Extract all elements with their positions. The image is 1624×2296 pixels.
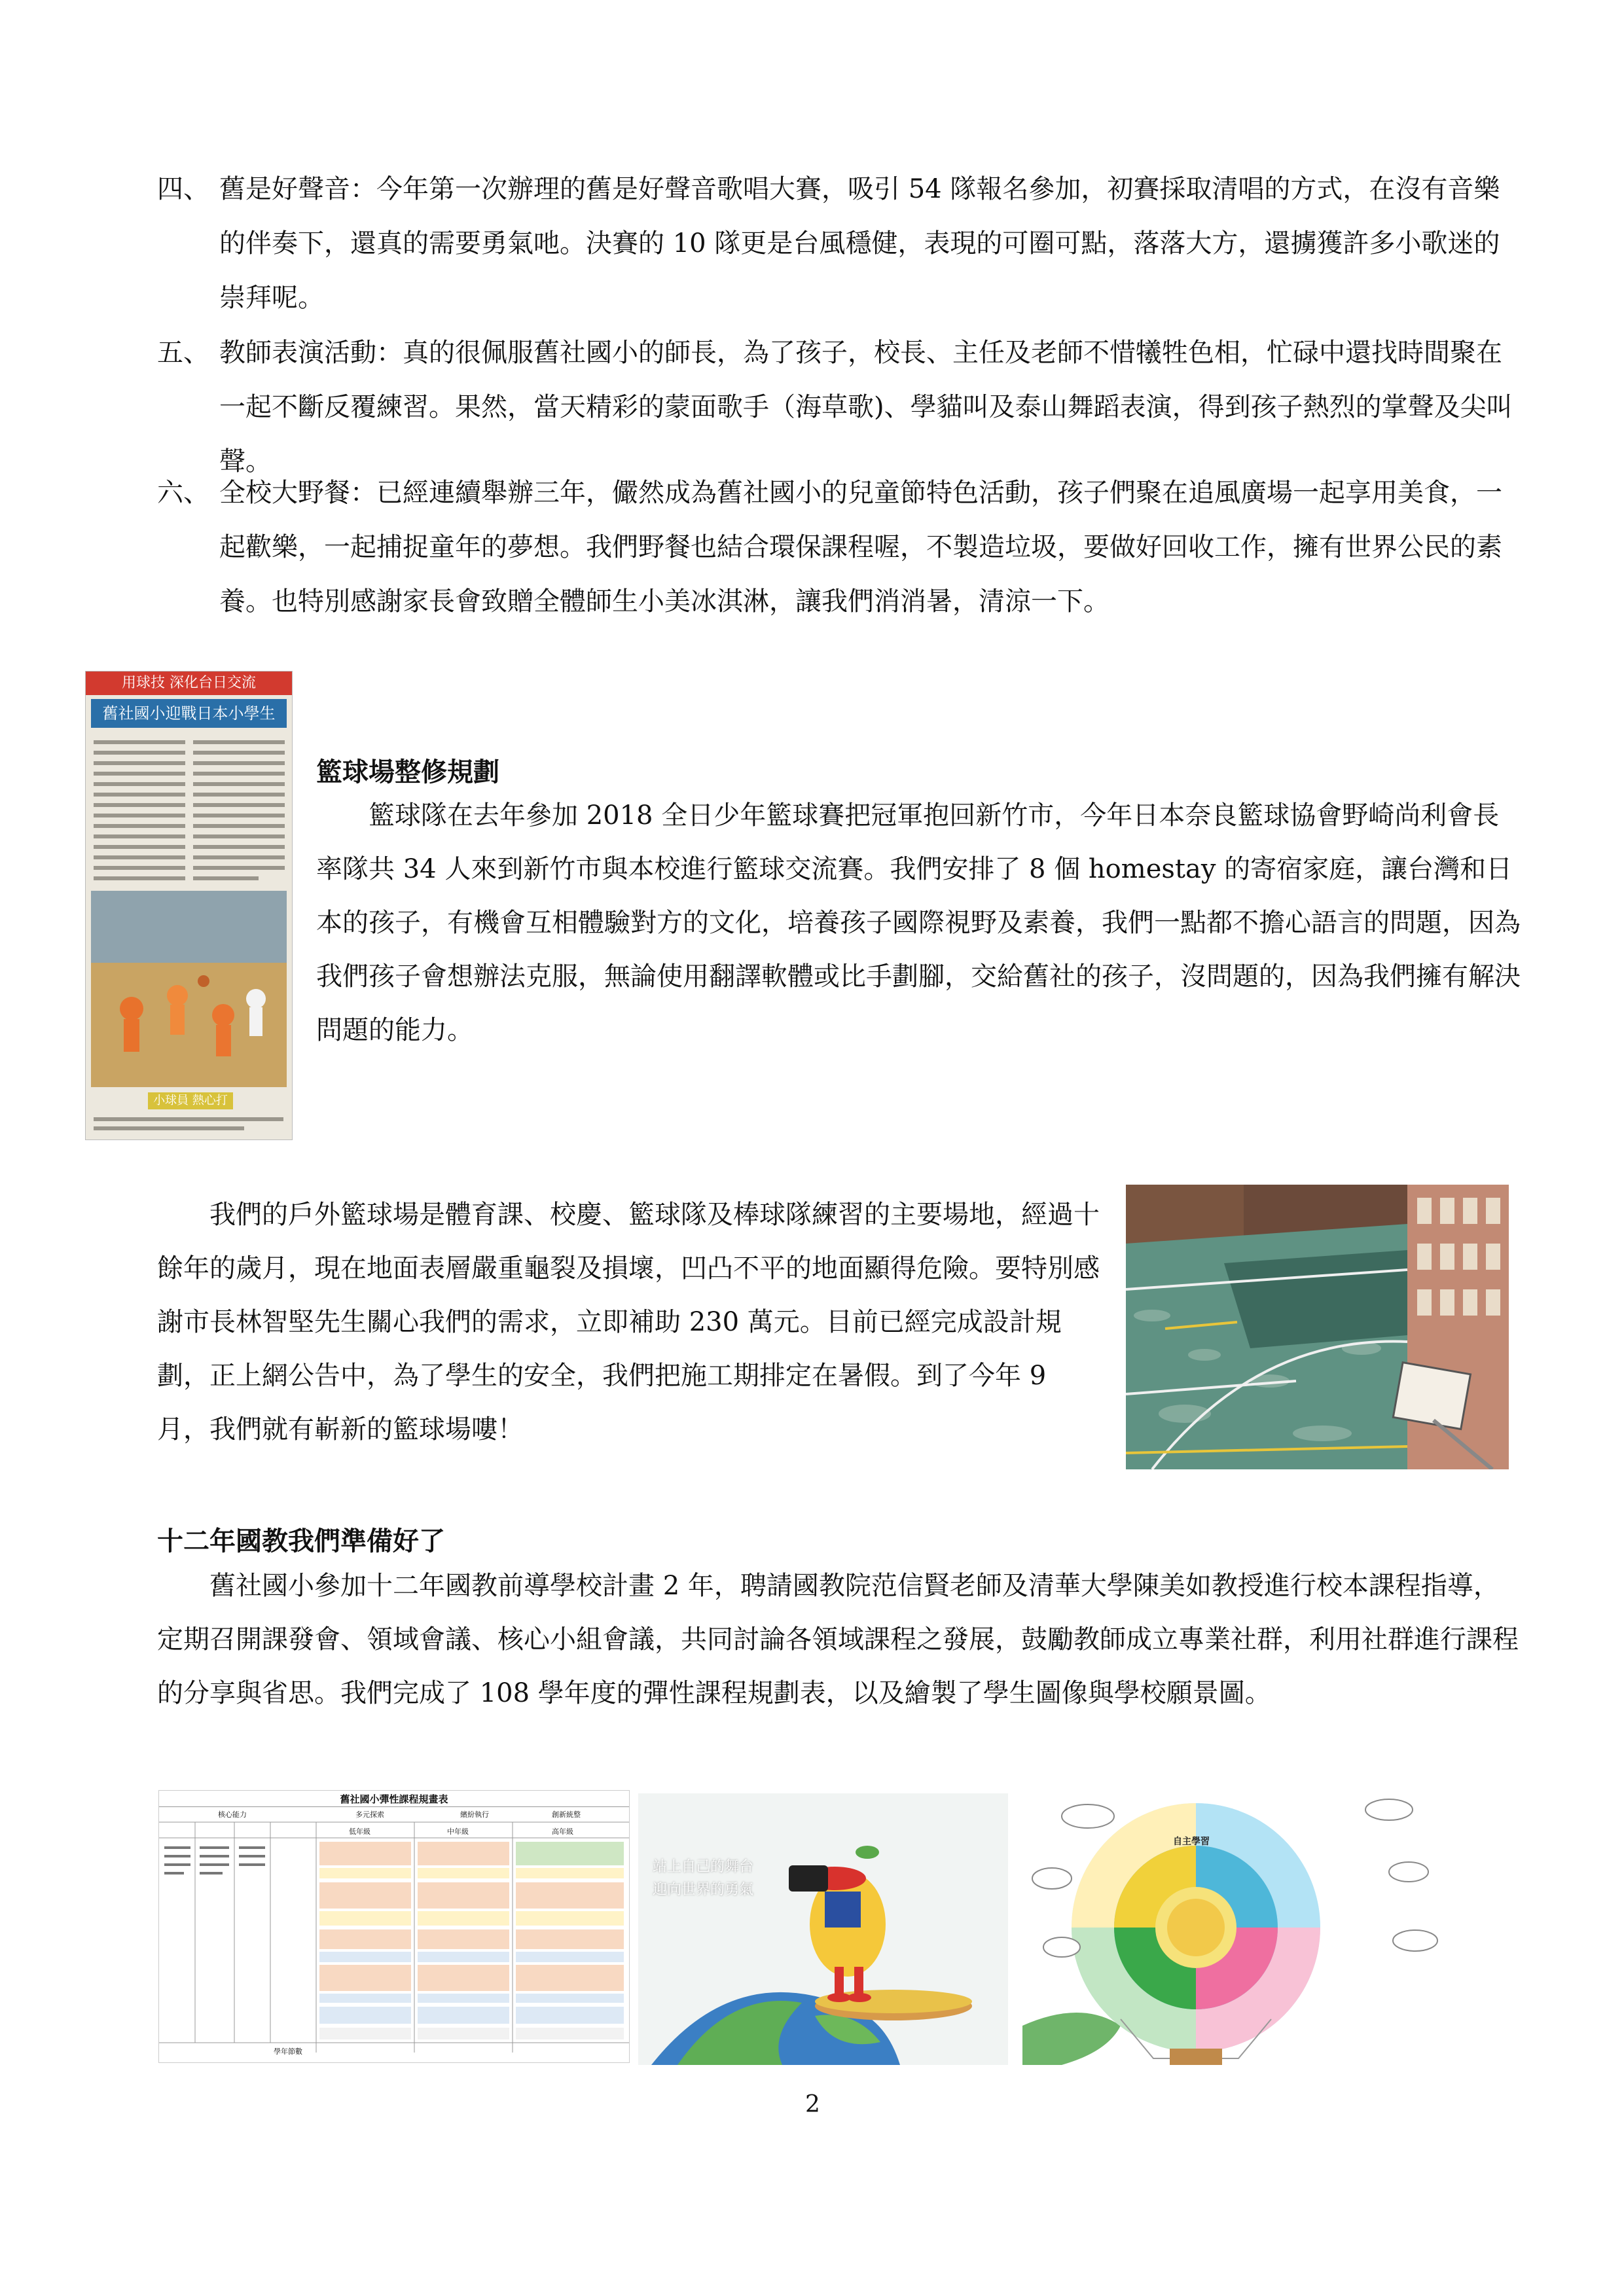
section-heading-basketball: 籃球場整修規劃 (316, 757, 499, 787)
student-illustration-graphic (638, 1793, 1008, 2065)
newspaper-clipping-image (85, 671, 293, 1140)
newspaper-body-graphic (86, 734, 292, 1139)
student-image-line1: 站上自己的舞台 (653, 1859, 754, 1875)
curriculum-header-3: 創新統整 (552, 1810, 581, 1819)
section-heading-twelve-year: 十二年國教我們準備好了 (157, 1526, 445, 1556)
page-number: 2 (805, 2091, 820, 2118)
newspaper-headline: 舊社國小迎戰日本小學生 (91, 699, 287, 728)
curriculum-table-image (158, 1790, 630, 2063)
item-label: 四、 (157, 174, 209, 204)
curriculum-header-2: 繽紛執行 (460, 1810, 489, 1819)
student-image-line2: 迎向世界的勇氣 (653, 1882, 754, 1898)
vision-wheel-graphic (1022, 1790, 1520, 2065)
item-label: 五、 (157, 338, 209, 368)
basketball-court-photo (1126, 1185, 1509, 1469)
curriculum-grade-1: 中年級 (447, 1827, 469, 1836)
twelve-year-paragraph: 舊社國小參加十二年國教前導學校計畫 2 年，聘請國教院范信賢老師及清華大學陳美如教授進行校本課程指導，定期召開課發會、領域會議、核心小組會議，共同討論各領域課程之發展，鼓勵教師成立專業社群，利用社群進行課程的分享與省思。我們完成了 108 學年度的彈性課程規劃表，以及繪製了學生圖像與學校願景圖。 (157, 1571, 1519, 1708)
list-item-five (157, 326, 1519, 489)
newspaper-banner: 用球技 深化台日交流 (86, 672, 292, 695)
student-image-illustration (638, 1793, 1008, 2065)
item-label: 六、 (157, 478, 209, 508)
item-text: 舊是好聲音：今年第一次辦理的舊是好聲音歌唱大賽，吸引 54 隊報名參加，初賽採取清唱的方式，在沒有音樂的伴奏下，還真的需要勇氣吔。決賽的 10 隊更是台風穩健，表現的可圈可點，落落大方，還擄獲許多小歌迷的崇拜呢。 (219, 174, 1500, 313)
curriculum-header-1: 多元探索 (355, 1810, 384, 1819)
vision-center-label: 自主學習 (1173, 1837, 1210, 1847)
curriculum-table-title: 舊社國小彈性課程規畫表 (340, 1793, 448, 1805)
curriculum-table-grid (159, 1791, 629, 2062)
school-vision-diagram (1022, 1790, 1520, 2065)
court-photo-graphic (1126, 1185, 1509, 1469)
curriculum-footer-label: 學年節數 (274, 2047, 302, 2056)
list-item-six (157, 466, 1519, 629)
list-item-four (157, 162, 1519, 325)
curriculum-header-0: 核心能力 (218, 1810, 247, 1819)
curriculum-grade-2: 高年級 (552, 1827, 573, 1836)
curriculum-grade-0: 低年級 (349, 1827, 370, 1836)
court-paragraph: 我們的戶外籃球場是體育課、校慶、籃球隊及棒球隊練習的主要場地，經過十餘年的歲月，現在地面表層嚴重龜裂及損壞，凹凸不平的地面顯得危險。要特別感謝市長林智堅先生關心我們的需求，立即補助 230 萬元。目前已經完成設計規劃，正上網公告中，為了學生的安全，我們把施工期排定在暑假。到了今年 9 月，我們就有嶄新的籃球場嘍！ (157, 1200, 1100, 1444)
newspaper-caption: 小球員 熱心打 (153, 1094, 228, 1107)
item-text: 教師表演活動：真的很佩服舊社國小的師長，為了孩子，校長、主任及老師不惜犧牲色相，忙碌中還找時間聚在一起不斷反覆練習。果然，當天精彩的蒙面歌手（海草歌)、學貓叫及泰山舞蹈表演，得到孩子熱烈的掌聲及尖叫聲。 (219, 338, 1513, 476)
basketball-paragraph: 籃球隊在去年參加 2018 全日少年籃球賽把冠軍抱回新竹市，今年日本奈良籃球協會野崎尚利會長率隊共 34 人來到新竹市與本校進行籃球交流賽。我們安排了 8 個 homestay 的寄宿家庭，讓台灣和日本的孩子，有機會互相體驗對方的文化，培養孩子國際視野及素養，我們一點都不擔心語言的問題，因為我們孩子會想辦法克服，無論使用翻譯軟體或比手劃腳，交給舊社的孩子，沒問題的，因為我們擁有解決問題的能力。 (316, 800, 1521, 1045)
item-text: 全校大野餐：已經連續舉辦三年，儼然成為舊社國小的兒童節特色活動，孩子們聚在追風廣場一起享用美食，一起歡樂，一起捕捉童年的夢想。我們野餐也結合環保課程喔，不製造垃圾，要做好回收工作，擁有世界公民的素養。也特別感謝家長會致贈全體師生小美冰淇淋，讓我們消消暑，清涼一下。 (219, 478, 1502, 617)
